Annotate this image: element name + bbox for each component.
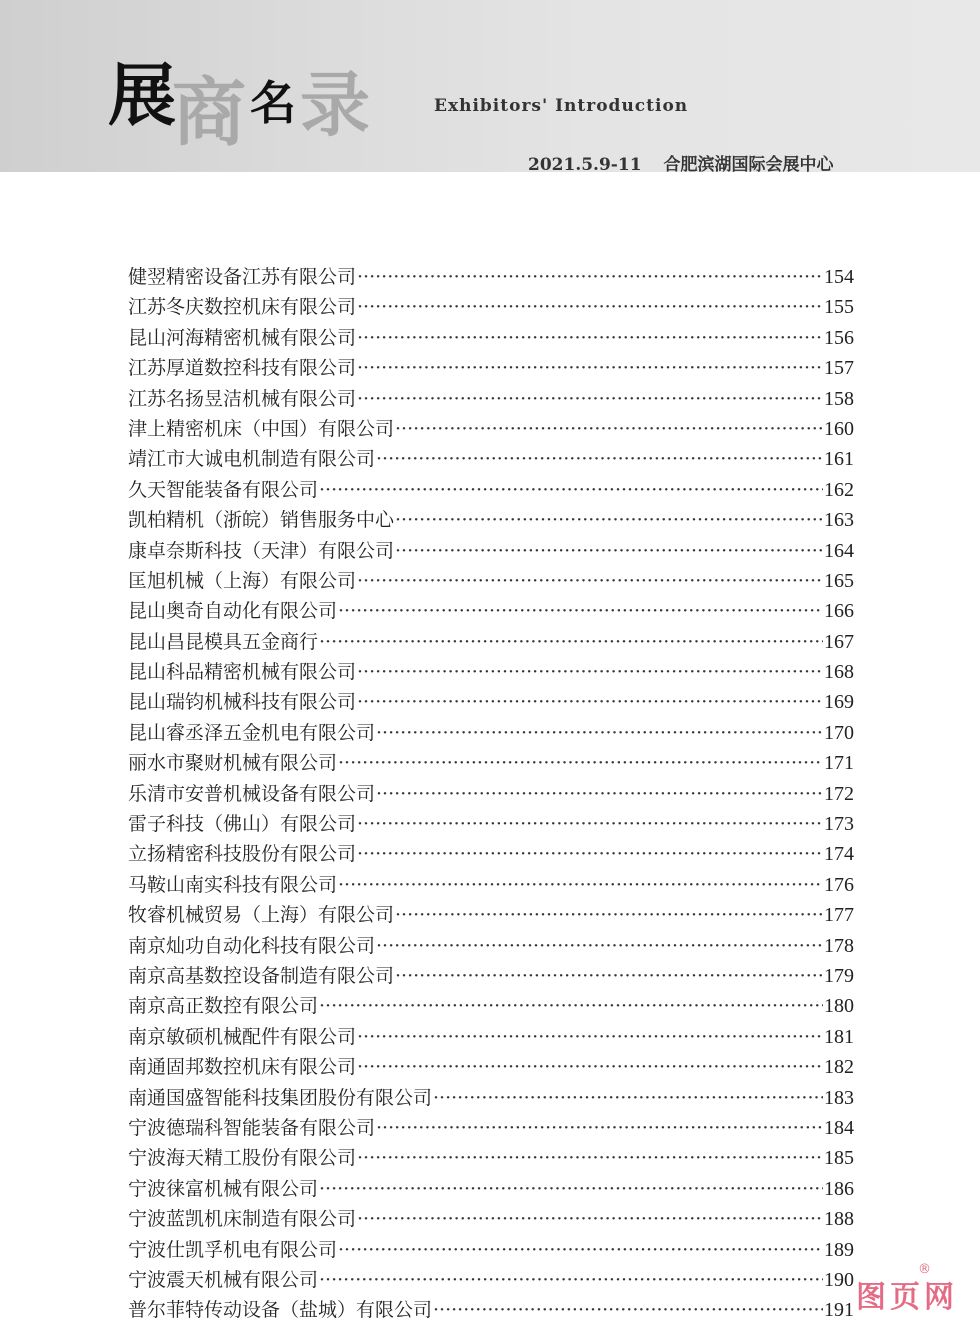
exhibitor-name: 宁波德瑞科智能装备有限公司 xyxy=(128,1116,376,1139)
page-number: 157 xyxy=(824,357,854,380)
dot-leader xyxy=(357,1143,823,1173)
index-entry xyxy=(128,1204,854,1234)
dot-leader xyxy=(376,1113,823,1143)
page-number: 189 xyxy=(824,1238,854,1261)
page-number: 154 xyxy=(824,266,854,288)
exhibitor-name: 昆山科品精密机械有限公司 xyxy=(128,661,357,684)
dot-leader xyxy=(338,596,823,626)
dot-leader xyxy=(376,444,823,474)
dot-leader xyxy=(357,839,823,869)
index-entry xyxy=(128,1022,854,1052)
index-entry xyxy=(128,1235,854,1265)
index-entry xyxy=(128,444,854,474)
page-number: 166 xyxy=(824,600,854,623)
page-number: 164 xyxy=(824,539,854,562)
index-entry xyxy=(128,931,854,961)
exhibitor-name: 立扬精密科技股份有限公司 xyxy=(128,843,357,866)
dot-leader xyxy=(395,505,823,535)
page-number: 183 xyxy=(824,1086,854,1109)
page-number: 165 xyxy=(824,569,854,592)
dot-leader xyxy=(357,1052,823,1082)
exhibitor-name: 康卓奈斯科技（天津）有限公司 xyxy=(128,539,395,562)
dot-leader xyxy=(376,718,823,748)
index-entry xyxy=(128,384,854,414)
event-date: 2021.5.9-11 xyxy=(528,155,642,175)
event-dateline xyxy=(528,150,834,175)
dot-leader xyxy=(357,353,823,383)
page-number: 176 xyxy=(824,873,854,896)
exhibitor-name: 宁波震天机械有限公司 xyxy=(128,1268,319,1291)
index-entry xyxy=(128,627,854,657)
index-entry xyxy=(128,900,854,930)
page-number: 163 xyxy=(824,509,854,532)
exhibitor-name: 匡旭机械（上海）有限公司 xyxy=(128,569,357,592)
page-number: 184 xyxy=(824,1116,854,1139)
index-entry xyxy=(128,566,854,596)
page-number: 179 xyxy=(824,964,854,987)
page-number: 180 xyxy=(824,995,854,1018)
dot-leader xyxy=(395,961,823,991)
index-entry xyxy=(128,1265,854,1295)
page-number: 186 xyxy=(824,1177,854,1200)
exhibitor-index xyxy=(128,262,854,1326)
exhibitor-name: 南京高基数控设备制造有限公司 xyxy=(128,964,395,987)
dot-leader xyxy=(319,627,823,657)
index-entry xyxy=(128,536,854,566)
exhibitor-name: 健翌精密设备江苏有限公司 xyxy=(128,266,357,288)
index-entry xyxy=(128,1083,854,1113)
index-entry xyxy=(128,1113,854,1143)
page-number: 177 xyxy=(824,904,854,927)
exhibitor-name: 牧睿机械贸易（上海）有限公司 xyxy=(128,904,395,927)
index-entry xyxy=(128,596,854,626)
page-number: 181 xyxy=(824,1025,854,1048)
exhibitor-name: 雷子科技（佛山）有限公司 xyxy=(128,813,357,836)
page-subtitle: Exhibitors' Introduction xyxy=(434,96,689,116)
dot-leader xyxy=(357,566,823,596)
index-entry xyxy=(128,1174,854,1204)
exhibitor-name: 久天智能装备有限公司 xyxy=(128,478,319,501)
title-char-4: 录 xyxy=(300,63,370,146)
exhibitor-name: 昆山瑞钧机械科技有限公司 xyxy=(128,691,357,714)
exhibitor-name: 凯柏精机（浙皖）销售服务中心 xyxy=(128,509,395,532)
dot-leader xyxy=(357,687,823,717)
page-number: 174 xyxy=(824,843,854,866)
title-char-2: 商 xyxy=(172,70,246,156)
exhibitor-name: 江苏名扬昱洁机械有限公司 xyxy=(128,387,357,410)
dot-leader xyxy=(338,748,823,778)
dot-leader xyxy=(376,931,823,961)
exhibitor-name: 南通固邦数控机床有限公司 xyxy=(128,1056,357,1079)
page-number: 167 xyxy=(824,630,854,653)
dot-leader xyxy=(357,323,823,353)
exhibitor-name: 津上精密机床（中国）有限公司 xyxy=(128,417,395,440)
exhibitor-name: 宁波仕凯孚机电有限公司 xyxy=(128,1238,338,1261)
page-number: 160 xyxy=(824,417,854,440)
index-entry xyxy=(128,292,854,322)
dot-leader xyxy=(319,475,823,505)
dot-leader xyxy=(319,991,823,1021)
page-number: 162 xyxy=(824,478,854,501)
page-number: 171 xyxy=(824,752,854,775)
exhibitor-name: 昆山昌昆模具五金商行 xyxy=(128,630,319,653)
dot-leader xyxy=(395,414,823,444)
exhibitor-name: 南京灿功自动化科技有限公司 xyxy=(128,934,376,957)
dot-leader xyxy=(357,657,823,687)
page-number: 182 xyxy=(824,1056,854,1079)
dot-leader xyxy=(357,809,823,839)
dot-leader xyxy=(433,1295,823,1325)
index-entry xyxy=(128,323,854,353)
page-number: 170 xyxy=(824,721,854,744)
dot-leader xyxy=(376,779,823,809)
exhibitor-name: 江苏厚道数控科技有限公司 xyxy=(128,357,357,380)
index-entry xyxy=(128,262,854,292)
page-number: 168 xyxy=(824,661,854,684)
page-number: 185 xyxy=(824,1147,854,1170)
page-number: 169 xyxy=(824,691,854,714)
index-entry xyxy=(128,839,854,869)
dot-leader xyxy=(395,900,823,930)
dot-leader xyxy=(357,292,823,322)
exhibitor-name: 宁波海天精工股份有限公司 xyxy=(128,1147,357,1170)
exhibitor-name: 南京敏硕机械配件有限公司 xyxy=(128,1025,357,1048)
watermark-logo: 图页网 xyxy=(856,1280,958,1315)
exhibitor-name: 靖江市大诚电机制造有限公司 xyxy=(128,448,376,471)
exhibitor-name: 江苏冬庆数控机床有限公司 xyxy=(128,296,357,319)
exhibitor-name: 昆山奥奇自动化有限公司 xyxy=(128,600,338,623)
index-entry xyxy=(128,870,854,900)
index-entry xyxy=(128,748,854,778)
page-number: 155 xyxy=(824,296,854,319)
index-entry xyxy=(128,809,854,839)
registered-mark: ® xyxy=(918,1262,931,1277)
index-entry xyxy=(128,961,854,991)
page-number: 188 xyxy=(824,1208,854,1231)
index-entry xyxy=(128,718,854,748)
page-number: 158 xyxy=(824,387,854,410)
dot-leader xyxy=(433,1083,823,1113)
index-entry xyxy=(128,991,854,1021)
page-number: 173 xyxy=(824,813,854,836)
dot-leader xyxy=(357,384,823,414)
dot-leader xyxy=(357,262,823,292)
dot-leader xyxy=(338,1235,823,1265)
page-number: 191 xyxy=(824,1299,854,1322)
page-number: 172 xyxy=(824,782,854,805)
dot-leader xyxy=(319,1174,823,1204)
page-number: 156 xyxy=(824,326,854,349)
index-entry xyxy=(128,779,854,809)
dot-leader xyxy=(357,1022,823,1052)
dot-leader xyxy=(338,870,823,900)
exhibitor-name: 南通国盛智能科技集团股份有限公司 xyxy=(128,1086,433,1109)
event-venue: 合肥滨湖国际会展中心 xyxy=(663,155,834,175)
page-number: 161 xyxy=(824,448,854,471)
index-entry xyxy=(128,353,854,383)
exhibitor-name: 昆山睿丞泽五金机电有限公司 xyxy=(128,721,376,744)
index-entry xyxy=(128,657,854,687)
index-entry xyxy=(128,1295,854,1325)
page-number: 178 xyxy=(824,934,854,957)
exhibitor-name: 丽水市聚财机械有限公司 xyxy=(128,752,338,775)
exhibitor-name: 宁波徕富机械有限公司 xyxy=(128,1177,319,1200)
exhibitor-name: 乐清市安普机械设备有限公司 xyxy=(128,782,376,805)
index-entry xyxy=(128,1143,854,1173)
dot-leader xyxy=(319,1265,823,1295)
dot-leader xyxy=(395,536,823,566)
index-entry xyxy=(128,475,854,505)
title-char-3: 名 xyxy=(250,76,296,130)
exhibitor-name: 宁波蓝凯机床制造有限公司 xyxy=(128,1208,357,1231)
exhibitor-name: 普尔菲特传动设备（盐城）有限公司 xyxy=(128,1299,433,1322)
index-entry xyxy=(128,505,854,535)
exhibitor-name: 昆山河海精密机械有限公司 xyxy=(128,326,357,349)
index-entry xyxy=(128,414,854,444)
index-entry xyxy=(128,687,854,717)
exhibitor-name: 南京高正数控有限公司 xyxy=(128,995,319,1018)
page-number: 190 xyxy=(824,1268,854,1291)
exhibitor-name: 马鞍山南实科技有限公司 xyxy=(128,873,338,896)
index-entry xyxy=(128,1052,854,1082)
title-char-1: 展 xyxy=(108,56,177,136)
dot-leader xyxy=(357,1204,823,1234)
